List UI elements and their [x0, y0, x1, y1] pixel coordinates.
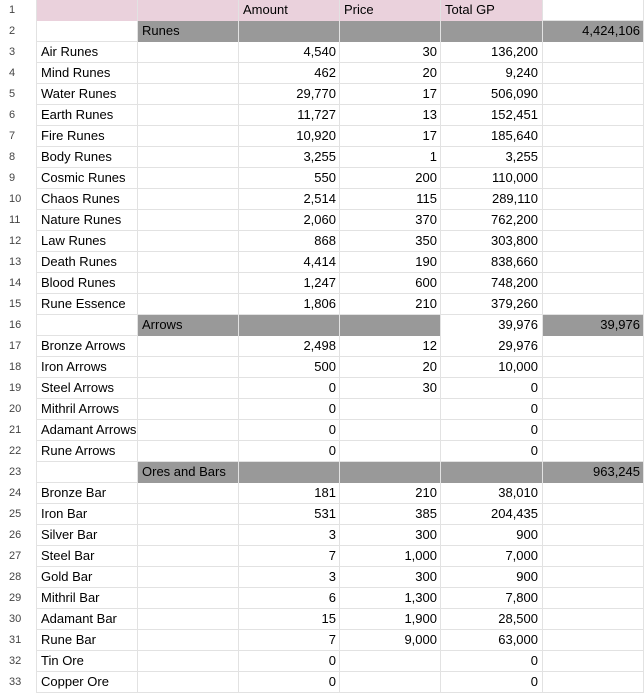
item-name[interactable]: Mind Runes [37, 63, 138, 84]
item-name[interactable]: Steel Arrows [37, 378, 138, 399]
section-grand-total[interactable]: 963,245 [543, 462, 644, 483]
item-total-gp[interactable]: 0 [441, 672, 543, 693]
item-amount[interactable]: 7 [239, 630, 340, 651]
item-empty-cell[interactable] [138, 273, 239, 294]
item-price[interactable] [340, 399, 441, 420]
item-name[interactable]: Earth Runes [37, 105, 138, 126]
section-total-gp[interactable]: 39,976 [441, 315, 543, 336]
section-label[interactable]: Ores and Bars [138, 462, 239, 483]
item-empty-cell[interactable] [543, 147, 644, 168]
item-price[interactable]: 30 [340, 378, 441, 399]
section-label[interactable]: Runes [138, 21, 239, 42]
section-amount-cell[interactable] [239, 315, 340, 336]
table-row [0, 357, 644, 378]
table-row [0, 147, 644, 168]
table-row [0, 189, 644, 210]
section-total-gp[interactable] [441, 462, 543, 483]
row-number[interactable]: 13 [0, 252, 37, 273]
table-row [0, 525, 644, 546]
table-row [0, 567, 644, 588]
item-total-gp[interactable]: 63,000 [441, 630, 543, 651]
section-empty-cell[interactable] [37, 315, 138, 336]
row-number[interactable]: 9 [0, 168, 37, 189]
item-name[interactable]: Rune Arrows [37, 441, 138, 462]
row-number[interactable]: 3 [0, 42, 37, 63]
item-amount[interactable]: 462 [239, 63, 340, 84]
table-row [0, 294, 644, 315]
item-empty-cell[interactable] [138, 231, 239, 252]
item-total-gp[interactable]: 10,000 [441, 357, 543, 378]
item-empty-cell[interactable] [543, 399, 644, 420]
item-empty-cell[interactable] [138, 252, 239, 273]
item-price[interactable]: 200 [340, 168, 441, 189]
item-amount[interactable]: 0 [239, 420, 340, 441]
item-total-gp[interactable]: 303,800 [441, 231, 543, 252]
item-total-gp[interactable]: 838,660 [441, 252, 543, 273]
item-price[interactable] [340, 651, 441, 672]
item-total-gp[interactable]: 289,110 [441, 189, 543, 210]
item-name[interactable]: Gold Bar [37, 567, 138, 588]
row-number[interactable]: 4 [0, 63, 37, 84]
item-empty-cell[interactable] [543, 294, 644, 315]
item-amount[interactable]: 10,920 [239, 126, 340, 147]
item-price[interactable]: 190 [340, 252, 441, 273]
row-number[interactable]: 12 [0, 231, 37, 252]
item-empty-cell[interactable] [138, 483, 239, 504]
item-total-gp[interactable]: 379,260 [441, 294, 543, 315]
item-total-gp[interactable]: 38,010 [441, 483, 543, 504]
row-number[interactable]: 33 [0, 672, 37, 693]
item-amount[interactable]: 2,514 [239, 189, 340, 210]
item-empty-cell[interactable] [543, 231, 644, 252]
item-price[interactable]: 9,000 [340, 630, 441, 651]
item-amount[interactable]: 3,255 [239, 147, 340, 168]
item-price[interactable]: 385 [340, 504, 441, 525]
item-total-gp[interactable]: 0 [441, 441, 543, 462]
item-empty-cell[interactable] [138, 546, 239, 567]
item-amount[interactable]: 2,060 [239, 210, 340, 231]
table-row [0, 378, 644, 399]
item-empty-cell[interactable] [543, 84, 644, 105]
item-name[interactable]: Mithril Arrows [37, 399, 138, 420]
item-name[interactable]: Mithril Bar [37, 588, 138, 609]
item-empty-cell[interactable] [138, 105, 239, 126]
section-price-cell[interactable] [340, 462, 441, 483]
row-number[interactable]: 24 [0, 483, 37, 504]
item-amount[interactable]: 0 [239, 378, 340, 399]
item-amount[interactable]: 7 [239, 546, 340, 567]
item-name[interactable]: Iron Bar [37, 504, 138, 525]
section-grand-total[interactable]: 39,976 [543, 315, 644, 336]
item-empty-cell[interactable] [138, 42, 239, 63]
item-name[interactable]: Iron Arrows [37, 357, 138, 378]
row-number[interactable]: 23 [0, 462, 37, 483]
item-empty-cell[interactable] [543, 168, 644, 189]
item-name[interactable]: Silver Bar [37, 525, 138, 546]
item-name[interactable]: Body Runes [37, 147, 138, 168]
header-cell-total-gp[interactable]: Total GP [441, 0, 543, 21]
item-empty-cell[interactable] [543, 273, 644, 294]
item-total-gp[interactable]: 7,800 [441, 588, 543, 609]
section-grand-total[interactable]: 4,424,106 [543, 21, 644, 42]
row-number[interactable]: 10 [0, 189, 37, 210]
item-empty-cell[interactable] [138, 294, 239, 315]
row-number[interactable]: 28 [0, 567, 37, 588]
item-price[interactable]: 210 [340, 483, 441, 504]
row-number[interactable]: 29 [0, 588, 37, 609]
row-number[interactable]: 6 [0, 105, 37, 126]
section-price-cell[interactable] [340, 21, 441, 42]
item-empty-cell[interactable] [543, 504, 644, 525]
section-empty-cell[interactable] [37, 462, 138, 483]
item-amount[interactable]: 11,727 [239, 105, 340, 126]
item-amount[interactable]: 4,414 [239, 252, 340, 273]
item-price[interactable]: 300 [340, 567, 441, 588]
item-total-gp[interactable]: 152,451 [441, 105, 543, 126]
item-amount[interactable]: 2,498 [239, 336, 340, 357]
item-empty-cell[interactable] [543, 546, 644, 567]
item-amount[interactable]: 531 [239, 504, 340, 525]
item-name[interactable]: Tin Ore [37, 651, 138, 672]
item-amount[interactable]: 0 [239, 672, 340, 693]
item-empty-cell[interactable] [543, 189, 644, 210]
item-empty-cell[interactable] [543, 630, 644, 651]
item-price[interactable]: 13 [340, 105, 441, 126]
table-row [0, 441, 644, 462]
item-empty-cell[interactable] [543, 105, 644, 126]
item-empty-cell[interactable] [543, 42, 644, 63]
item-name[interactable]: Rune Bar [37, 630, 138, 651]
item-amount[interactable]: 500 [239, 357, 340, 378]
section-row [0, 21, 644, 42]
item-amount[interactable]: 3 [239, 525, 340, 546]
row-number[interactable]: 32 [0, 651, 37, 672]
item-name[interactable]: Adamant Bar [37, 609, 138, 630]
table-row [0, 630, 644, 651]
item-total-gp[interactable]: 0 [441, 651, 543, 672]
item-total-gp[interactable]: 136,200 [441, 42, 543, 63]
header-cell-price[interactable]: Price [340, 0, 441, 21]
section-amount-cell[interactable] [239, 462, 340, 483]
header-cell-name[interactable] [37, 0, 138, 21]
section-price-cell[interactable] [340, 315, 441, 336]
row-number[interactable]: 19 [0, 378, 37, 399]
item-empty-cell[interactable] [138, 609, 239, 630]
row-number[interactable]: 26 [0, 525, 37, 546]
item-amount[interactable]: 0 [239, 399, 340, 420]
table-row [0, 399, 644, 420]
table-row [0, 483, 644, 504]
item-empty-cell[interactable] [543, 609, 644, 630]
table-row [0, 105, 644, 126]
item-price[interactable]: 1 [340, 147, 441, 168]
item-amount[interactable]: 15 [239, 609, 340, 630]
item-name[interactable]: Adamant Arrows [37, 420, 138, 441]
table-row [0, 84, 644, 105]
table-row [0, 63, 644, 84]
row-number[interactable]: 31 [0, 630, 37, 651]
section-row [0, 315, 644, 336]
row-number[interactable]: 5 [0, 84, 37, 105]
item-name[interactable]: Air Runes [37, 42, 138, 63]
table-row [0, 588, 644, 609]
item-name[interactable]: Death Runes [37, 252, 138, 273]
table-row [0, 504, 644, 525]
item-price[interactable] [340, 672, 441, 693]
item-empty-cell[interactable] [138, 525, 239, 546]
item-empty-cell[interactable] [138, 441, 239, 462]
table-row [0, 231, 644, 252]
item-empty-cell[interactable] [138, 147, 239, 168]
item-empty-cell[interactable] [543, 483, 644, 504]
item-empty-cell[interactable] [543, 378, 644, 399]
table-row [0, 546, 644, 567]
item-total-gp[interactable]: 748,200 [441, 273, 543, 294]
row-number[interactable]: 2 [0, 21, 37, 42]
item-price[interactable]: 17 [340, 126, 441, 147]
item-empty-cell[interactable] [138, 567, 239, 588]
item-total-gp[interactable]: 185,640 [441, 126, 543, 147]
item-name[interactable]: Fire Runes [37, 126, 138, 147]
item-name[interactable]: Rune Essence [37, 294, 138, 315]
item-amount[interactable]: 1,247 [239, 273, 340, 294]
item-amount[interactable]: 0 [239, 441, 340, 462]
item-empty-cell[interactable] [138, 84, 239, 105]
item-total-gp[interactable]: 0 [441, 420, 543, 441]
table-row [0, 42, 644, 63]
item-price[interactable]: 30 [340, 42, 441, 63]
item-empty-cell[interactable] [138, 63, 239, 84]
table-row [0, 126, 644, 147]
item-amount[interactable]: 868 [239, 231, 340, 252]
header-cell-section[interactable] [138, 0, 239, 21]
row-number[interactable]: 16 [0, 315, 37, 336]
row-number[interactable]: 14 [0, 273, 37, 294]
item-name[interactable]: Chaos Runes [37, 189, 138, 210]
row-number[interactable]: 20 [0, 399, 37, 420]
item-name[interactable]: Steel Bar [37, 546, 138, 567]
section-total-gp[interactable] [441, 21, 543, 42]
item-empty-cell[interactable] [138, 630, 239, 651]
item-amount[interactable]: 1,806 [239, 294, 340, 315]
item-empty-cell[interactable] [543, 525, 644, 546]
item-total-gp[interactable]: 762,200 [441, 210, 543, 231]
item-name[interactable]: Nature Runes [37, 210, 138, 231]
row-number[interactable]: 25 [0, 504, 37, 525]
table-row [0, 672, 644, 693]
row-number[interactable]: 27 [0, 546, 37, 567]
item-total-gp[interactable]: 29,976 [441, 336, 543, 357]
item-price[interactable]: 210 [340, 294, 441, 315]
item-total-gp[interactable]: 900 [441, 567, 543, 588]
item-empty-cell[interactable] [138, 504, 239, 525]
row-number[interactable]: 8 [0, 147, 37, 168]
item-amount[interactable]: 550 [239, 168, 340, 189]
item-amount[interactable]: 0 [239, 651, 340, 672]
item-price[interactable] [340, 441, 441, 462]
row-number[interactable]: 18 [0, 357, 37, 378]
item-price[interactable]: 1,300 [340, 588, 441, 609]
item-empty-cell[interactable] [138, 168, 239, 189]
item-amount[interactable]: 4,540 [239, 42, 340, 63]
section-empty-cell[interactable] [37, 21, 138, 42]
item-name[interactable]: Water Runes [37, 84, 138, 105]
item-total-gp[interactable]: 28,500 [441, 609, 543, 630]
item-name[interactable]: Law Runes [37, 231, 138, 252]
row-number[interactable]: 22 [0, 441, 37, 462]
row-number[interactable]: 15 [0, 294, 37, 315]
item-amount[interactable]: 29,770 [239, 84, 340, 105]
item-total-gp[interactable]: 7,000 [441, 546, 543, 567]
item-name[interactable]: Bronze Bar [37, 483, 138, 504]
item-empty-cell[interactable] [138, 210, 239, 231]
row-number[interactable]: 21 [0, 420, 37, 441]
table-row [0, 609, 644, 630]
table-row [0, 273, 644, 294]
item-empty-cell[interactable] [543, 63, 644, 84]
row-number[interactable]: 11 [0, 210, 37, 231]
item-price[interactable]: 12 [340, 336, 441, 357]
item-total-gp[interactable]: 3,255 [441, 147, 543, 168]
section-amount-cell[interactable] [239, 21, 340, 42]
item-price[interactable]: 115 [340, 189, 441, 210]
table-row [0, 651, 644, 672]
item-empty-cell[interactable] [543, 252, 644, 273]
item-total-gp[interactable]: 0 [441, 399, 543, 420]
row-number[interactable]: 1 [0, 0, 37, 21]
item-empty-cell[interactable] [138, 189, 239, 210]
table-row [0, 210, 644, 231]
header-cell-section-total[interactable] [543, 0, 644, 21]
item-empty-cell[interactable] [543, 126, 644, 147]
item-empty-cell[interactable] [138, 357, 239, 378]
item-empty-cell[interactable] [138, 399, 239, 420]
item-total-gp[interactable]: 110,000 [441, 168, 543, 189]
item-amount[interactable]: 6 [239, 588, 340, 609]
item-amount[interactable]: 181 [239, 483, 340, 504]
item-total-gp[interactable]: 9,240 [441, 63, 543, 84]
item-price[interactable]: 350 [340, 231, 441, 252]
table-row [0, 168, 644, 189]
item-empty-cell[interactable] [138, 651, 239, 672]
item-name[interactable]: Bronze Arrows [37, 336, 138, 357]
table-row [0, 336, 644, 357]
header-cell-amount[interactable]: Amount [239, 0, 340, 21]
item-empty-cell[interactable] [543, 567, 644, 588]
item-name[interactable]: Cosmic Runes [37, 168, 138, 189]
item-price[interactable]: 1,000 [340, 546, 441, 567]
item-price[interactable]: 20 [340, 357, 441, 378]
item-name[interactable]: Copper Ore [37, 672, 138, 693]
item-name[interactable]: Blood Runes [37, 273, 138, 294]
item-empty-cell[interactable] [543, 588, 644, 609]
item-empty-cell[interactable] [138, 336, 239, 357]
table-row [0, 252, 644, 273]
item-empty-cell[interactable] [138, 672, 239, 693]
item-amount[interactable]: 3 [239, 567, 340, 588]
item-price[interactable]: 300 [340, 525, 441, 546]
item-total-gp[interactable]: 0 [441, 378, 543, 399]
item-empty-cell[interactable] [138, 378, 239, 399]
row-number[interactable]: 17 [0, 336, 37, 357]
section-row [0, 462, 644, 483]
item-price[interactable]: 17 [340, 84, 441, 105]
table-row [0, 420, 644, 441]
item-total-gp[interactable]: 506,090 [441, 84, 543, 105]
item-empty-cell[interactable] [543, 210, 644, 231]
item-empty-cell[interactable] [543, 420, 644, 441]
item-empty-cell[interactable] [543, 651, 644, 672]
item-empty-cell[interactable] [138, 588, 239, 609]
item-price[interactable]: 20 [340, 63, 441, 84]
item-price[interactable]: 600 [340, 273, 441, 294]
item-empty-cell[interactable] [138, 420, 239, 441]
item-price[interactable]: 1,900 [340, 609, 441, 630]
row-number[interactable]: 30 [0, 609, 37, 630]
row-number[interactable]: 7 [0, 126, 37, 147]
item-price[interactable] [340, 420, 441, 441]
item-total-gp[interactable]: 900 [441, 525, 543, 546]
item-empty-cell[interactable] [138, 126, 239, 147]
item-empty-cell[interactable] [543, 441, 644, 462]
header-row [0, 0, 644, 21]
item-empty-cell[interactable] [543, 336, 644, 357]
item-price[interactable]: 370 [340, 210, 441, 231]
section-label[interactable]: Arrows [138, 315, 239, 336]
item-empty-cell[interactable] [543, 357, 644, 378]
item-total-gp[interactable]: 204,435 [441, 504, 543, 525]
item-empty-cell[interactable] [543, 672, 644, 693]
